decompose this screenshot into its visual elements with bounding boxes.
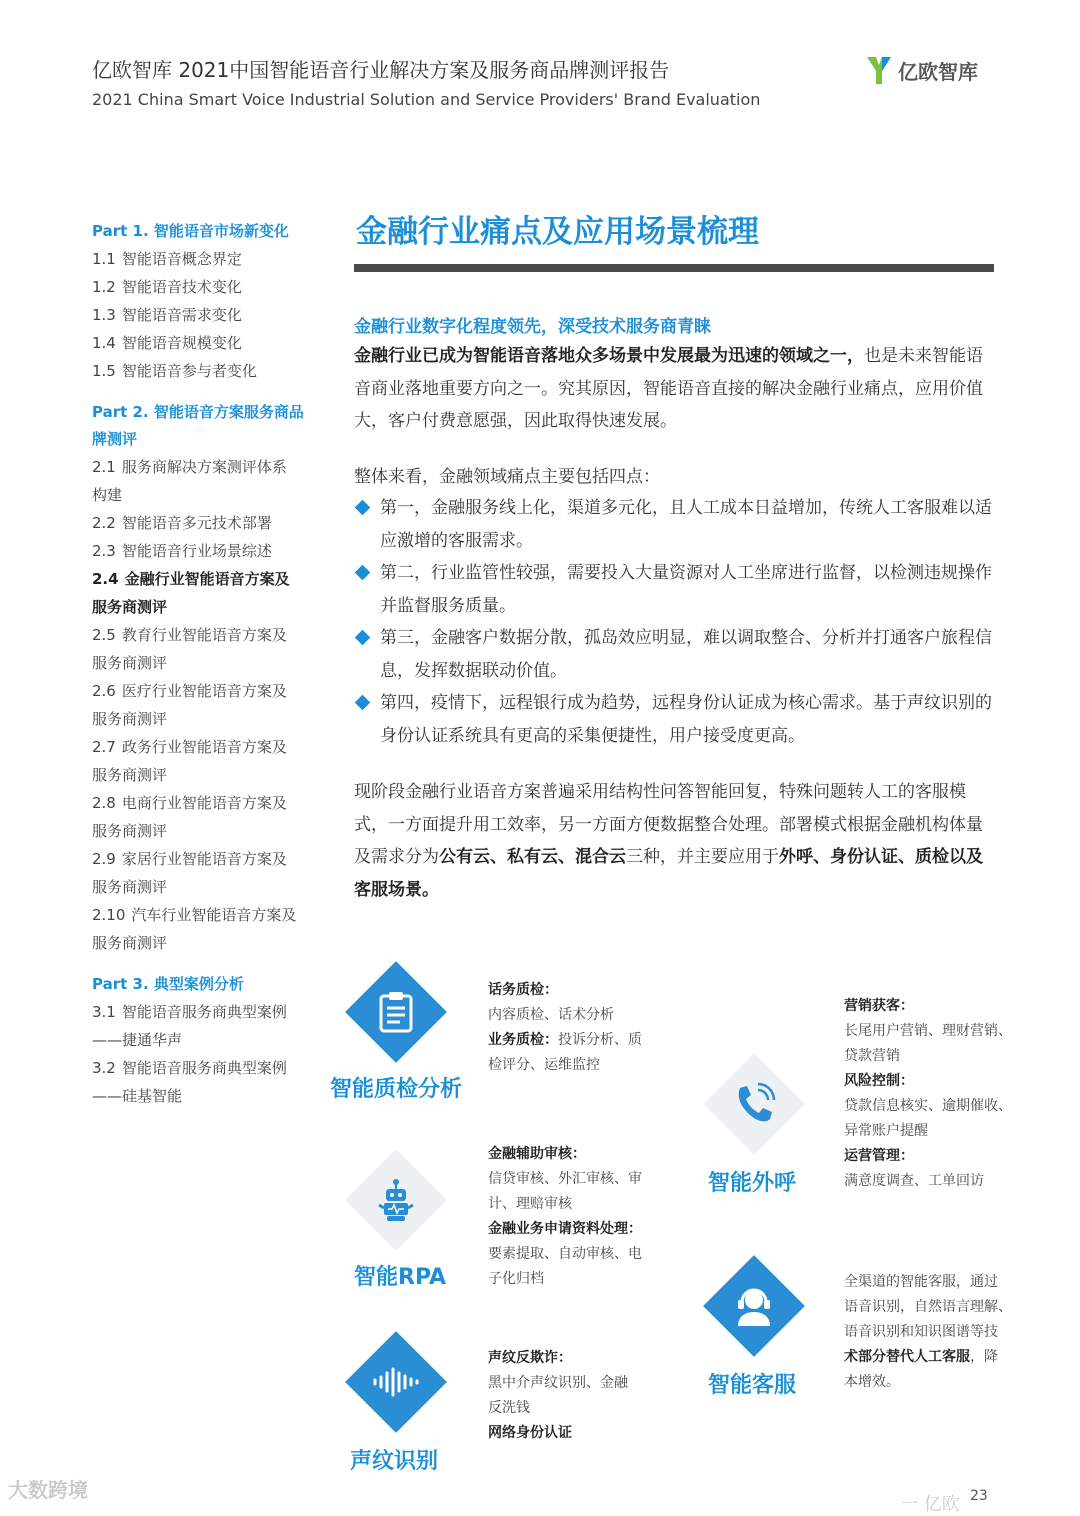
qa-label: 智能质检分析 (330, 1077, 463, 1102)
diamond-bullet-icon (355, 500, 371, 516)
diamond-bullet-icon (355, 565, 371, 581)
headset-icon (732, 1284, 776, 1328)
robot-icon (376, 1178, 416, 1222)
toc-item-2-4-current[interactable]: 2.4 金融行业智能语音方案及 服务商测评 (92, 570, 290, 616)
toc-item-1-3[interactable]: 1.3 智能语音需求变化 (92, 306, 242, 324)
toc-item-2-9[interactable]: 2.9 家居行业智能语音方案及 服务商测评 (92, 850, 287, 896)
soundwave-icon (372, 1367, 420, 1397)
toc-item-3-1[interactable]: 3.1 智能语音服务商典型案例 ——捷通华声 (92, 1003, 287, 1049)
summary-paragraph: 现阶段金融行业语音方案普遍采用结构性问答智能回复，特殊问题转人工的客服模式，一方面提升用工效率，另一方面方便数据整合处理。部署模式根据金融机构体量及需求分为公有云、私有云、混合云三种，并主要应用于外呼、身份认证、质检以及客服场景。 (354, 782, 983, 900)
title-underline (354, 264, 994, 272)
toc-item-2-7[interactable]: 2.7 政务行业智能语音方案及 服务商测评 (92, 738, 287, 784)
voiceprint-label: 声纹识别 (350, 1449, 439, 1474)
diamond-bullet-icon (355, 630, 371, 646)
toc-item-2-1[interactable]: 2.1 服务商解决方案测评体系 构建 (92, 458, 287, 504)
page-title: 金融行业痛点及应用场景梳理 (356, 214, 759, 250)
toc-item-2-8[interactable]: 2.8 电商行业智能语音方案及 服务商测评 (92, 794, 287, 840)
toc-item-3-2[interactable]: 3.2 智能语音服务商典型案例 ——硅基智能 (92, 1059, 287, 1105)
toc-item-2-2[interactable]: 2.2 智能语音多元技术部署 (92, 514, 272, 532)
watermark: 大数跨境 (8, 1478, 88, 1502)
page-number: 23 (970, 1488, 988, 1504)
toc-item-1-2[interactable]: 1.2 智能语音技术变化 (92, 278, 242, 296)
toc-item-2-10[interactable]: 2.10 汽车行业智能语音方案及 服务商测评 (92, 906, 297, 952)
rpa-description: 金融辅助审核： 信贷审核、外汇审核、审 计、理赔审核 金融业务申请资料处理： 要素提取、自动审核、电 子化归档 (488, 1146, 642, 1287)
service-label: 智能客服 (708, 1373, 797, 1398)
section-subhead: 金融行业数字化程度领先，深受技术服务商青睐 (354, 317, 711, 337)
rpa-label: 智能RPA (354, 1265, 447, 1290)
list-item: 第二，行业监管性较强，需要投入大量资源对人工坐席进行监督，以检测违规操作并监督服务质量。 (354, 557, 994, 622)
watermark-2: 一 亿欧 (900, 1494, 960, 1515)
toc-item-1-1[interactable]: 1.1 智能语音概念界定 (92, 250, 242, 268)
overview-text: 整体来看，金融领域痛点主要包括四点： (354, 467, 660, 487)
outbound-description: 营销获客： 长尾用户营销、理财营销、 贷款营销 风险控制： 贷款信息核实、逾期催收、 异常账户提醒 运营管理： 满意度调查、工单回访 (844, 998, 1012, 1189)
list-item: 第四，疫情下，远程银行成为趋势，远程身份认证成为核心需求。基于声纹识别的身份认证系统具有更高的采集便捷性，用户接受度更高。 (354, 687, 994, 752)
voiceprint-diamond (346, 1332, 446, 1432)
pain-points-list (354, 492, 994, 752)
toc-item-2-6[interactable]: 2.6 医疗行业智能语音方案及 服务商测评 (92, 682, 287, 728)
toc-part-1[interactable]: Part 1. 智能语音市场新变化 (92, 222, 289, 240)
list-item: 第三，金融客户数据分散，孤岛效应明显，难以调取整合、分析并打通客户旅程信息，发挥数据联动价值。 (354, 622, 994, 687)
service-diamond (704, 1256, 804, 1356)
rpa-diamond (346, 1150, 446, 1250)
toc-item-2-5[interactable]: 2.5 教育行业智能语音方案及 服务商测评 (92, 626, 287, 672)
diamond-bullet-icon (355, 695, 371, 711)
service-description: 全渠道的智能客服，通过 语音识别，自然语言理解、 语音识别和知识图谱等技 术部分替代人工客服，降 本增效。 (844, 1274, 1012, 1390)
intro-bold: 金融行业已成为智能语音落地众多场景中发展最为迅速的领域之一， (354, 346, 864, 366)
outbound-label: 智能外呼 (708, 1171, 797, 1196)
report-title-en: 2021 China Smart Voice Industrial Solution and Service Providers' Brand Evaluation (92, 90, 761, 109)
logo-mark-icon (866, 55, 892, 85)
list-item: 第一，金融服务线上化，渠道多元化，且人工成本日益增加，传统人工客服难以适应激增的客服需求。 (354, 492, 994, 557)
toc-part-2[interactable]: Part 2. 智能语音方案服务商品 牌测评 (92, 403, 304, 448)
intro-paragraph (354, 340, 994, 438)
outbound-diamond (704, 1054, 804, 1154)
qa-diamond (346, 962, 446, 1062)
toc-item-1-5[interactable]: 1.5 智能语音参与者变化 (92, 362, 257, 380)
toc-part-3[interactable]: Part 3. 典型案例分析 (92, 975, 244, 993)
toc-item-2-3[interactable]: 2.3 智能语音行业场景综述 (92, 542, 272, 560)
toc-sidebar (92, 218, 322, 1110)
logo-text: 亿欧智库 (898, 59, 978, 84)
voiceprint-description: 声纹反欺诈： 黑中介声纹识别、金融 反洗钱 网络身份认证 (488, 1350, 628, 1441)
intro-rest: 也是未来智能语音商业落地重要方向之一。究其原因，智能语音直接的解决金融行业痛点，应用价值大，客户付费意愿强，因此取得快速发展。 (354, 346, 983, 431)
report-title-cn: 亿欧智库 2021中国智能语音行业解决方案及服务商品牌测评报告 (92, 58, 670, 82)
clipboard-icon (378, 991, 414, 1033)
qa-description: 话务质检： 内容质检、话术分析 业务质检：投诉分析、质 检评分、运维监控 (488, 982, 642, 1073)
toc-item-1-4[interactable]: 1.4 智能语音规模变化 (92, 334, 242, 352)
phone-icon (732, 1082, 776, 1126)
brand-logo (866, 52, 996, 88)
